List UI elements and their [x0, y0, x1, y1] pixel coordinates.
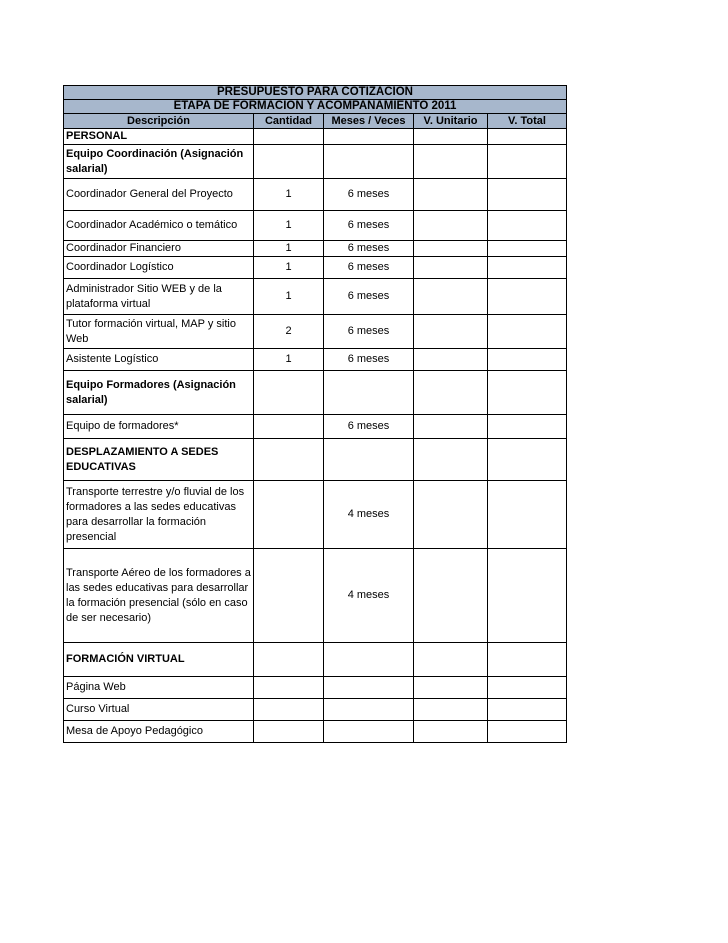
row-description: Página Web — [64, 677, 254, 699]
row-v-total — [488, 129, 567, 145]
row-v-unitario — [414, 279, 488, 315]
row-cantidad — [254, 439, 324, 481]
row-description: Asistente Logístico — [64, 349, 254, 371]
row-description: Mesa de Apoyo Pedagógico — [64, 721, 254, 743]
row-description: Transporte Aéreo de los formadores a las sedes educativas para desarrollar la formación presencial (sólo en caso de ser necesario) — [64, 549, 254, 643]
row-v-unitario — [414, 371, 488, 415]
row-meses: 6 meses — [324, 315, 414, 349]
row-v-unitario — [414, 439, 488, 481]
row-meses — [324, 677, 414, 699]
row-cantidad — [254, 699, 324, 721]
row-cantidad: 1 — [254, 179, 324, 211]
row-v-unitario — [414, 179, 488, 211]
table-row — [64, 179, 567, 211]
row-meses: 6 meses — [324, 349, 414, 371]
row-meses — [324, 439, 414, 481]
table-row — [64, 349, 567, 371]
row-cantidad: 1 — [254, 211, 324, 241]
row-v-unitario — [414, 241, 488, 257]
row-v-unitario — [414, 643, 488, 677]
row-meses — [324, 699, 414, 721]
row-meses — [324, 721, 414, 743]
row-meses: 6 meses — [324, 241, 414, 257]
row-cantidad: 1 — [254, 349, 324, 371]
row-cantidad — [254, 145, 324, 179]
table-row — [64, 643, 567, 677]
row-description: Coordinador Financiero — [64, 241, 254, 257]
row-description: Equipo Coordinación (Asignación salarial) — [64, 145, 254, 179]
row-description: Transporte terrestre y/o fluvial de los formadores a las sedes educativas para desarrollar la formación presencial — [64, 481, 254, 549]
table-row — [64, 279, 567, 315]
table-row — [64, 699, 567, 721]
row-v-unitario — [414, 315, 488, 349]
budget-sheet — [63, 85, 566, 743]
row-cantidad: 1 — [254, 241, 324, 257]
row-v-unitario — [414, 549, 488, 643]
row-v-total — [488, 257, 567, 279]
row-cantidad: 1 — [254, 257, 324, 279]
row-description: PERSONAL — [64, 129, 254, 145]
col-header-v-unitario: V. Unitario — [414, 114, 488, 129]
row-meses: 6 meses — [324, 211, 414, 241]
table-row — [64, 415, 567, 439]
row-meses: 6 meses — [324, 179, 414, 211]
row-cantidad — [254, 677, 324, 699]
row-description: FORMACIÓN VIRTUAL — [64, 643, 254, 677]
row-meses — [324, 643, 414, 677]
table-row — [64, 549, 567, 643]
row-v-total — [488, 371, 567, 415]
row-v-total — [488, 721, 567, 743]
row-description: Equipo Formadores (Asignación salarial) — [64, 371, 254, 415]
col-header-v-total: V. Total — [488, 114, 567, 129]
row-meses — [324, 129, 414, 145]
row-v-total — [488, 643, 567, 677]
table-row — [64, 481, 567, 549]
row-v-total — [488, 315, 567, 349]
row-meses: 4 meses — [324, 549, 414, 643]
table-row — [64, 211, 567, 241]
row-description: Tutor formación virtual, MAP y sitio Web — [64, 315, 254, 349]
row-description: Coordinador Logístico — [64, 257, 254, 279]
row-v-total — [488, 415, 567, 439]
table-row — [64, 257, 567, 279]
row-v-total — [488, 699, 567, 721]
row-meses: 6 meses — [324, 415, 414, 439]
budget-table — [63, 85, 567, 743]
table-row — [64, 677, 567, 699]
row-v-unitario — [414, 677, 488, 699]
table-row — [64, 145, 567, 179]
sheet-subtitle: ETAPA DE FORMACIÓN Y ACOMPAÑAMIENTO 2011 — [64, 100, 567, 114]
row-cantidad — [254, 129, 324, 145]
row-meses — [324, 145, 414, 179]
row-v-total — [488, 145, 567, 179]
row-cantidad — [254, 415, 324, 439]
table-row — [64, 241, 567, 257]
table-row — [64, 439, 567, 481]
row-v-unitario — [414, 211, 488, 241]
col-header-descripcion: Descripción — [64, 114, 254, 129]
row-description: Administrador Sitio WEB y de la plataforma virtual — [64, 279, 254, 315]
col-header-cantidad: Cantidad — [254, 114, 324, 129]
row-v-total — [488, 549, 567, 643]
row-description: Curso Virtual — [64, 699, 254, 721]
row-v-unitario — [414, 415, 488, 439]
row-meses — [324, 371, 414, 415]
sheet-title: PRESUPUESTO PARA COTIZACIÓN — [64, 86, 567, 100]
row-v-total — [488, 677, 567, 699]
col-header-meses: Meses / Veces — [324, 114, 414, 129]
row-v-unitario — [414, 349, 488, 371]
row-v-total — [488, 279, 567, 315]
row-cantidad — [254, 371, 324, 415]
row-meses: 6 meses — [324, 279, 414, 315]
row-meses: 4 meses — [324, 481, 414, 549]
row-v-unitario — [414, 699, 488, 721]
column-header-row — [64, 114, 567, 129]
row-description: Coordinador General del Proyecto — [64, 179, 254, 211]
row-description: DESPLAZAMIENTO A SEDES EDUCATIVAS — [64, 439, 254, 481]
row-cantidad: 1 — [254, 279, 324, 315]
row-v-total — [488, 481, 567, 549]
row-cantidad: 2 — [254, 315, 324, 349]
row-cantidad — [254, 481, 324, 549]
row-v-total — [488, 439, 567, 481]
row-v-unitario — [414, 129, 488, 145]
row-v-total — [488, 349, 567, 371]
row-v-unitario — [414, 257, 488, 279]
table-row — [64, 371, 567, 415]
table-row — [64, 721, 567, 743]
row-meses: 6 meses — [324, 257, 414, 279]
row-description: Equipo de formadores* — [64, 415, 254, 439]
row-v-total — [488, 211, 567, 241]
row-description: Coordinador Académico o temático — [64, 211, 254, 241]
row-cantidad — [254, 721, 324, 743]
row-v-total — [488, 241, 567, 257]
row-cantidad — [254, 643, 324, 677]
table-row — [64, 315, 567, 349]
row-v-unitario — [414, 145, 488, 179]
budget-rows — [64, 129, 567, 743]
row-cantidad — [254, 549, 324, 643]
row-v-unitario — [414, 481, 488, 549]
row-v-unitario — [414, 721, 488, 743]
row-v-total — [488, 179, 567, 211]
table-row — [64, 129, 567, 145]
